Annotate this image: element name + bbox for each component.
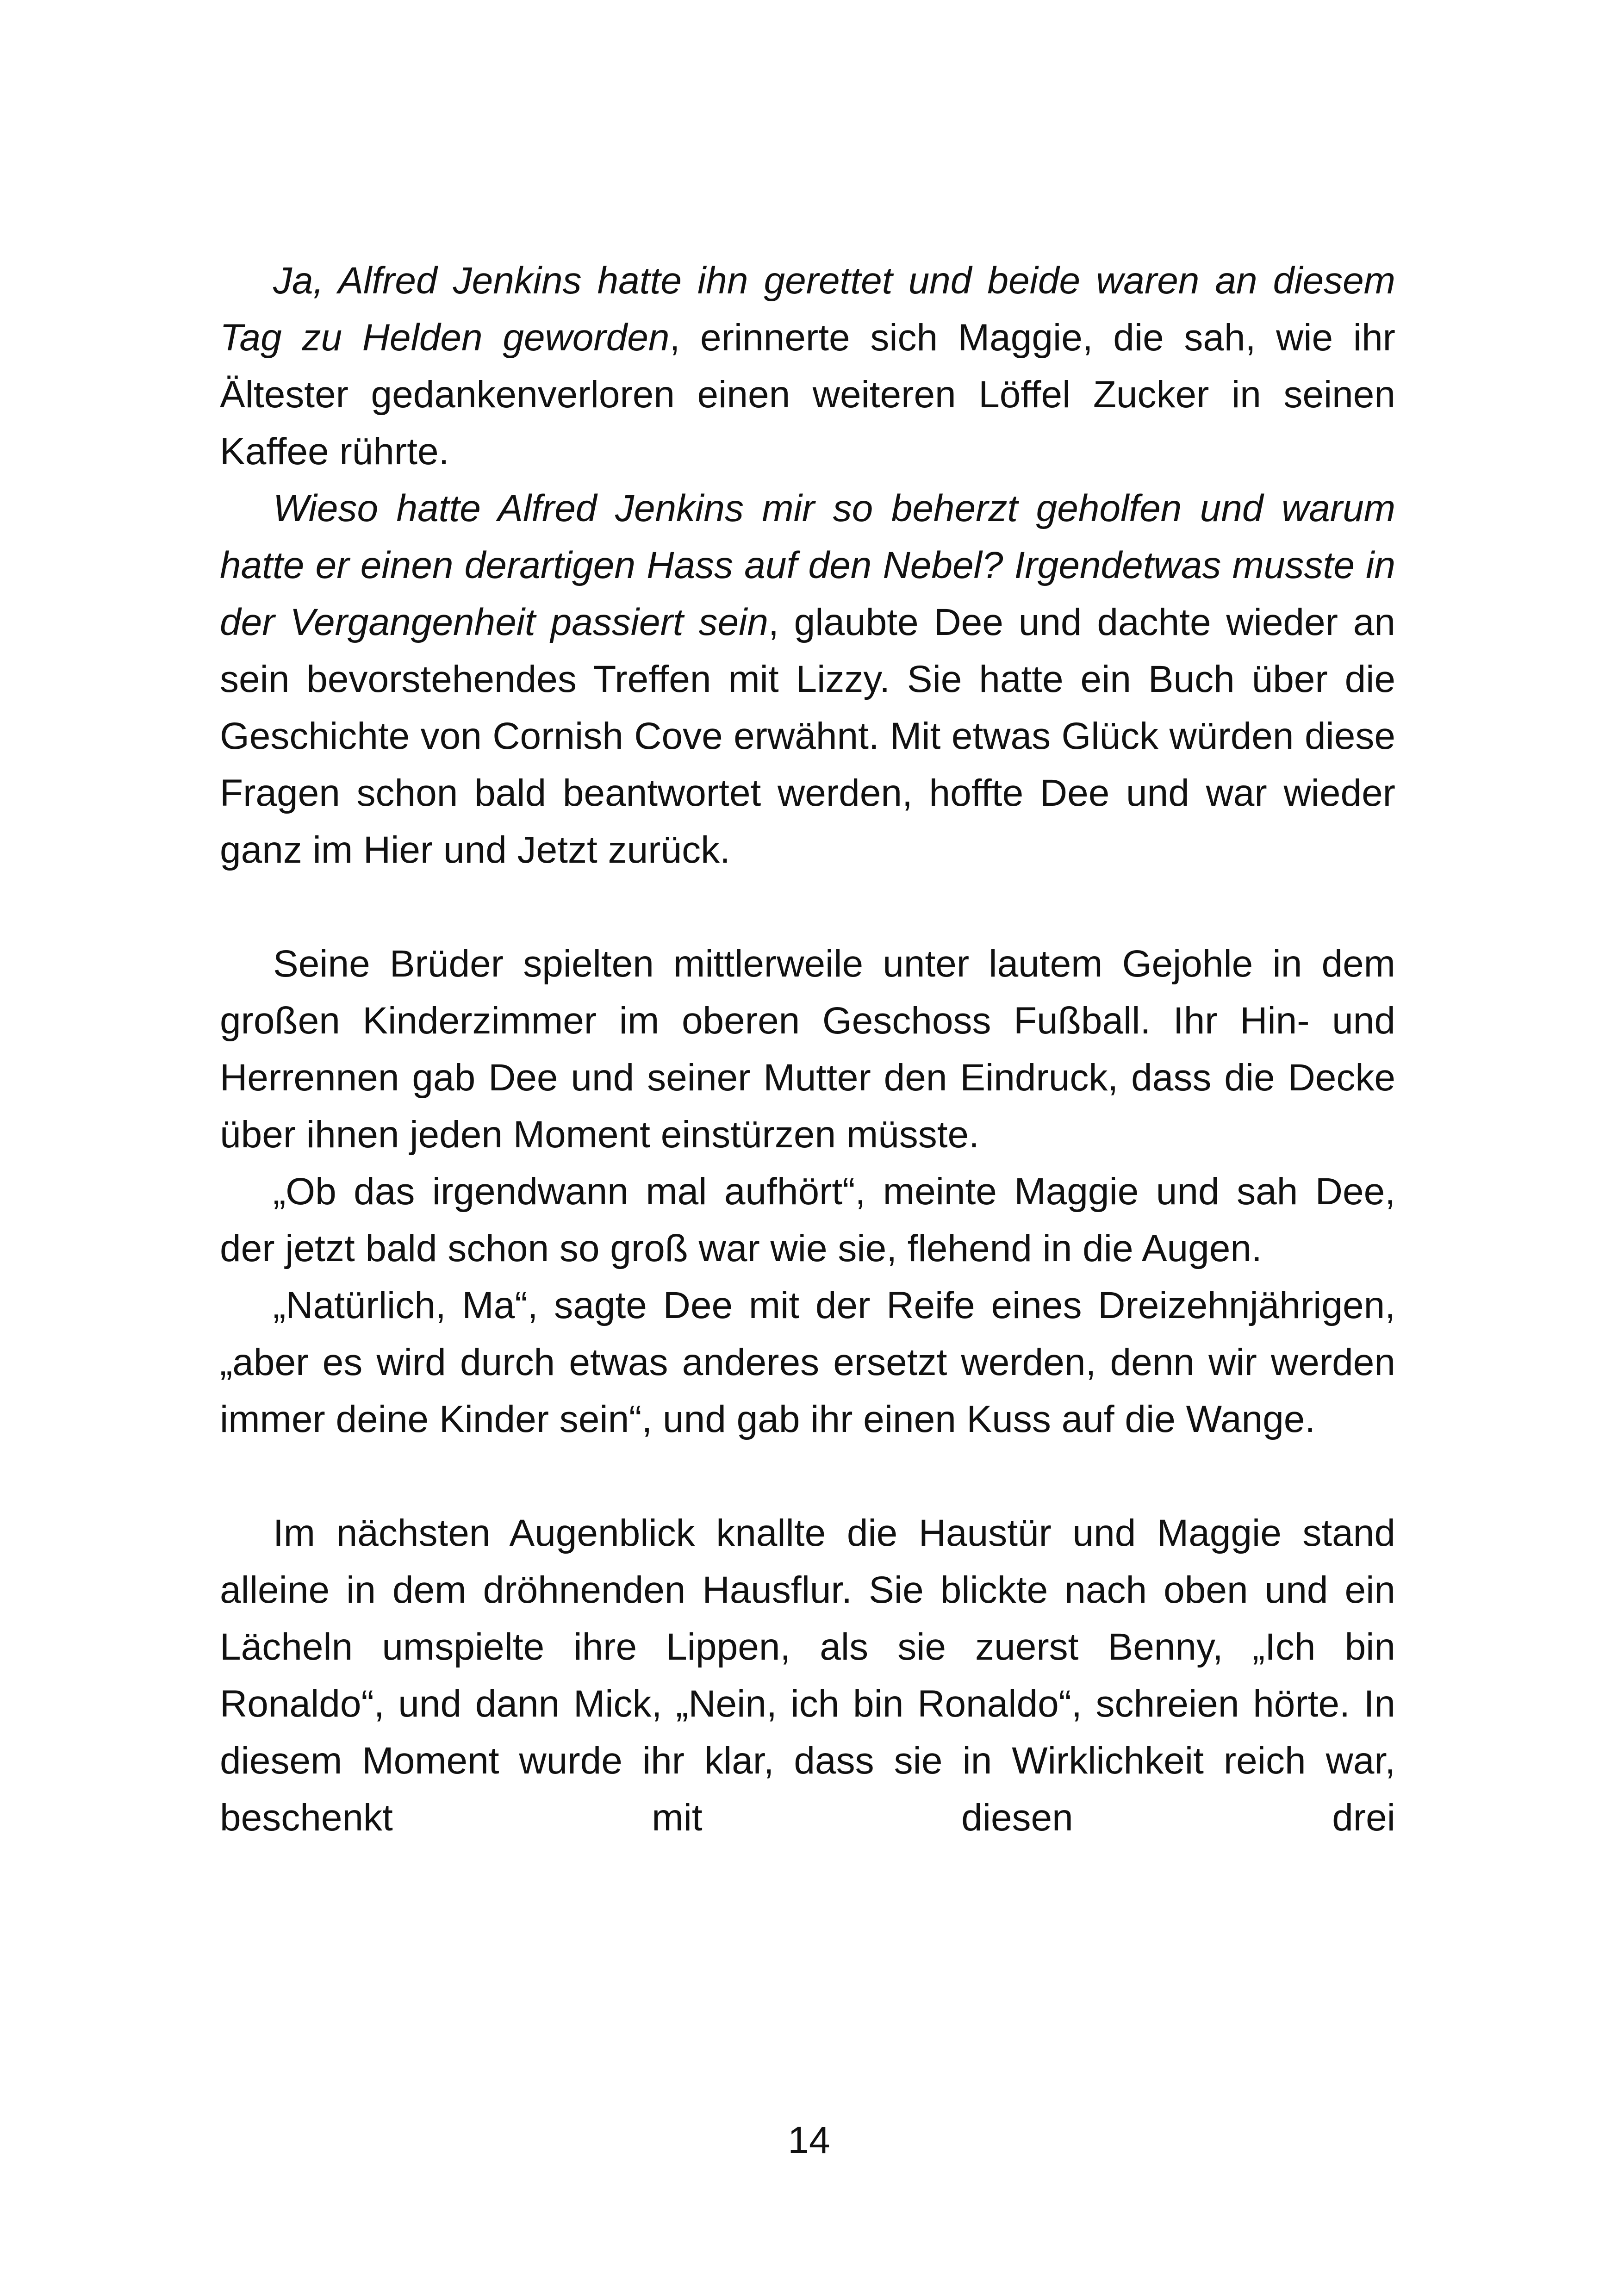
body-text [220, 252, 1395, 1846]
paragraph-2-thought: Wieso hatte Alfred Jenkins mir so beherzt geholfen und warum hatte er einen derartigen Hass auf den Nebel? Irgendetwas musste in der Vergangenheit passiert sein [220, 487, 1395, 643]
paragraph-1-narration: , erinnerte sich Maggie, die sah, wie ihr Ältester gedankenverloren einen weiteren Löffel Zucker in seinen Kaffee rührte. [220, 317, 1395, 473]
paragraph-6: Im nächsten Augenblick knallte die Haustür und Maggie stand alleine in dem dröhnenden Hausflur. Sie blickte nach oben und ein Lächeln umspielte ihre Lippen, als sie zuerst Benny, „Ich bin Ronaldo“, und dann Mick, „Nein, ich bin Ronaldo“, schreien hörte. In diesem Moment wurde ihr klar, dass sie in Wirklichkeit reich war, beschenkt mit diesen drei [220, 1512, 1395, 1839]
paragraph-4: „Ob das irgendwann mal aufhört“, meinte Maggie und sah Dee, der jetzt bald schon so groß war wie sie, flehend in die Augen. [220, 1170, 1395, 1269]
paragraph-5: „Natürlich, Ma“, sagte Dee mit der Reife eines Dreizehnjährigen, „aber es wird durch etwas anderes ersetzt werden, denn wir werden immer deine Kinder sein“, und gab ihr einen Kuss auf die Wange. [220, 1284, 1395, 1440]
paragraph-3: Seine Brüder spielten mittlerweile unter lautem Gejohle in dem großen Kinderzimmer im oberen Geschoss Fußball. Ihr Hin- und Herrennen gab Dee und seiner Mutter den Eindruck, dass die Decke über ihnen jeden Moment einstürzen müsste. [220, 943, 1395, 1156]
paragraph-2-narration: , glaubte Dee und dachte wieder an sein bevorstehendes Treffen mit Lizzy. Sie hatte ein Buch über die Geschichte von Cornish Cove erwähnt. Mit etwas Glück würden diese Fragen schon bald beantwortet werden, hoffte Dee und war wieder ganz im Hier und Jetzt zurück. [220, 601, 1395, 871]
paragraph-1 [220, 252, 1395, 480]
page-number: 14 [788, 2119, 830, 2161]
paragraph-1-thought: Ja, Alfred Jenkins hatte ihn gerettet und beide waren an diesem Tag zu Helden geworden [220, 260, 1395, 359]
paragraph-2 [220, 480, 1395, 878]
